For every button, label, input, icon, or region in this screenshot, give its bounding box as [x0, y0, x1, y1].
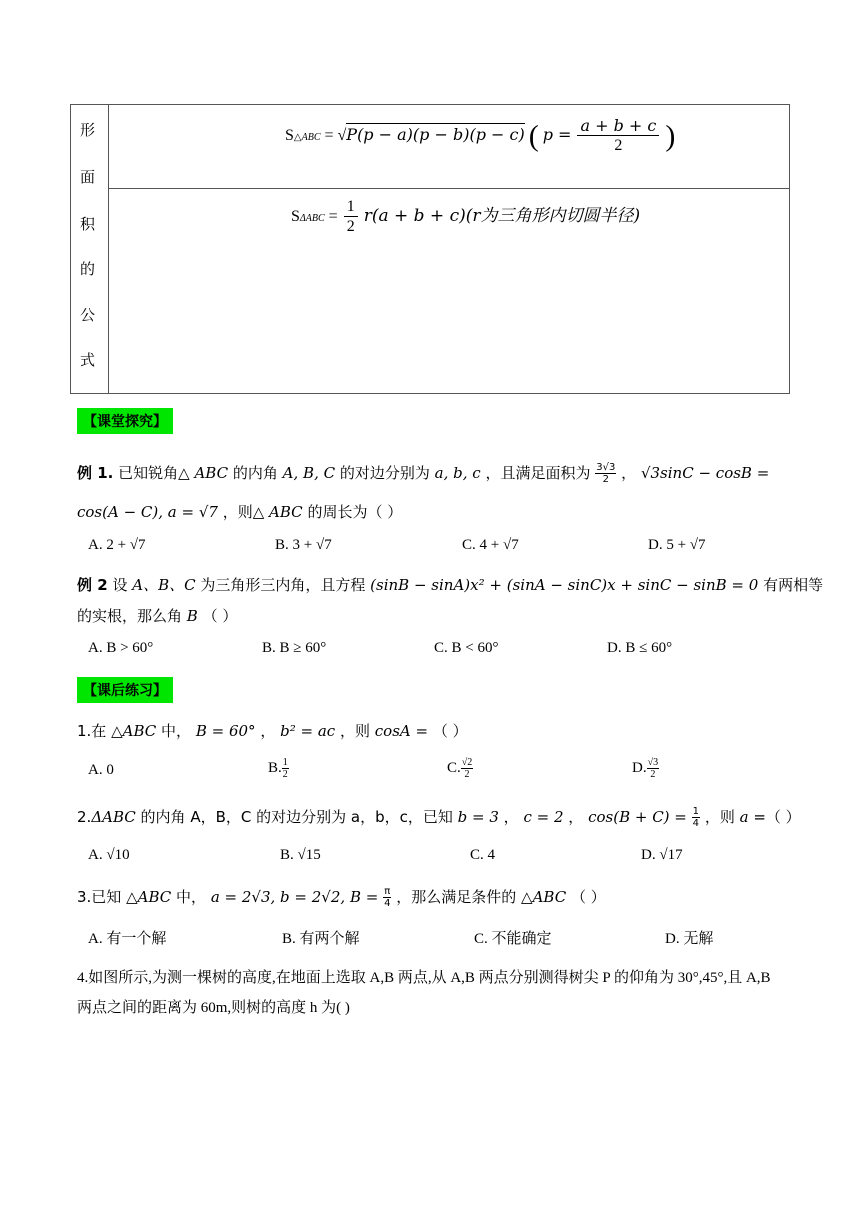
example2-label: 例 2 [77, 576, 108, 594]
example1-line2: cos(A − C), a = √7 ，则△ ABC 的周长为（ ） [77, 503, 403, 521]
radicand: P(p − a)(p − b)(p − c) [346, 125, 525, 145]
vertical-label-char: 的 [80, 260, 96, 278]
question1-option-d[interactable]: D. $\frac{√3}{2}$ [632, 757, 659, 780]
section-tag-homework: 【课后练习】 [77, 677, 173, 703]
example2-line1: 例 2 设 A、B、C 为三角形三内角，且方程 (sinB − sinA)x² + (sinA − sinC)x + sinC − sinB = 0 有两相等 [77, 576, 824, 594]
example1-option-c[interactable]: C. 4 + √7 [462, 537, 519, 553]
incircle-formula [291, 198, 640, 237]
example2-option-d[interactable]: D. B ≤ 60° [607, 640, 673, 656]
example1-option-a[interactable]: A. 2 + √7 [88, 537, 146, 553]
example2-line2: 的实根，那么角 B （ ） [77, 607, 238, 625]
p-denominator: 2 [614, 137, 623, 154]
question1-option-c[interactable]: C. $\frac{√2}{2}$ [447, 757, 473, 780]
question4-line1: 4.如图所示,为测一棵树的高度,在地面上选取 A,B 两点,从 A,B 两点分别测得树尖 P 的仰角为 30°,45°,且 A,B [77, 970, 771, 986]
example2-option-a[interactable]: A. B > 60° [88, 640, 154, 656]
question2-option-c[interactable]: C. 4 [470, 847, 496, 863]
vertical-label-char: 形 [80, 121, 96, 139]
question2-option-d[interactable]: D. √17 [641, 847, 683, 863]
table-divider-vertical [108, 105, 109, 393]
example1-option-b[interactable]: B. 3 + √7 [275, 537, 332, 553]
example1-label: 例 1. [77, 464, 114, 482]
table-divider-horizontal [108, 188, 789, 189]
p-fraction [577, 117, 659, 156]
area-symbol: S [291, 208, 300, 226]
area-fraction: $\frac{3√3}{2}$ [596, 462, 616, 485]
example2-option-b[interactable]: B. B ≥ 60° [262, 640, 327, 656]
question3-option-c[interactable]: C. 不能确定 [474, 931, 552, 947]
vertical-label-char: 式 [80, 351, 96, 369]
example1-line1: 例 1. 已知锐角△ ABC 的内角 A, B, C 的对边分别为 a, b, c ，且满足面积为 $\frac{3√3}{2}$ ， √3sinC − cosB = [77, 462, 770, 485]
p-numerator: a + b + c [577, 117, 659, 136]
example1-equation: √3sinC − cosB = [640, 464, 770, 482]
area-subscript: ΔABC [299, 213, 325, 225]
question4-line2: 两点之间的距离为 60m,则树的高度 h 为( ) [77, 1000, 350, 1016]
area-symbol: S [285, 127, 294, 145]
question1-stem: 1.在 △ABC 中， B = 60° ， b² = ac ，则 cosA = （ ） [77, 722, 468, 740]
equals-sign: = [328, 208, 338, 226]
section-tag-classroom: 【课堂探究】 [77, 408, 173, 434]
heron-formula: S△ABC = √P(p − a)(p − b)(p − c) ( p = $\frac{a + b + c}{2}$ ) [285, 116, 676, 154]
half-denominator: 2 [346, 218, 355, 235]
half-numerator: 1 [344, 198, 358, 217]
vertical-label-char: 面 [80, 168, 96, 186]
question2-option-a[interactable]: A. √10 [88, 847, 130, 863]
area-subscript: △ABC [293, 132, 321, 144]
question3-option-a[interactable]: A. 有一个解 [88, 931, 167, 947]
sqrt-sign: √ [337, 127, 347, 145]
vertical-label-char: 积 [80, 215, 96, 233]
question3-option-b[interactable]: B. 有两个解 [282, 931, 360, 947]
half-fraction [344, 198, 358, 237]
question3-option-d[interactable]: D. 无解 [665, 931, 714, 947]
question2-option-b[interactable]: B. √15 [280, 847, 321, 863]
incircle-body: r(a + b + c)(r为三角形内切圆半径) [363, 206, 641, 227]
example2-option-c[interactable]: C. B < 60° [434, 640, 499, 656]
equals-sign: = [324, 127, 334, 145]
vertical-label-char: 公 [80, 306, 96, 324]
formula-table [70, 104, 790, 394]
p-definition: p = [542, 125, 572, 145]
example1-option-d[interactable]: D. 5 + √7 [648, 537, 706, 553]
question1-option-a[interactable]: A. 0 [88, 762, 114, 778]
example2-equation: (sinB − sinA)x² + (sinA − sinC)x + sinC − sinB = 0 [370, 576, 759, 594]
question1-option-b[interactable]: B. $\frac{1}{2}$ [268, 757, 288, 780]
question3-stem: 3.已知 △ABC 中， a = 2√3, b = 2√2, B = $\frac{\pi}{4}$ ，那么满足条件的 △ABC （ ） [77, 886, 606, 909]
question2-stem: 2.ΔABC 的内角 A，B，C 的对边分别为 a，b，c，已知 b = 3 ， c = 2 ， cos(B + C) = $\frac{1}{4}$ ，则 a =（ ） [77, 806, 801, 829]
